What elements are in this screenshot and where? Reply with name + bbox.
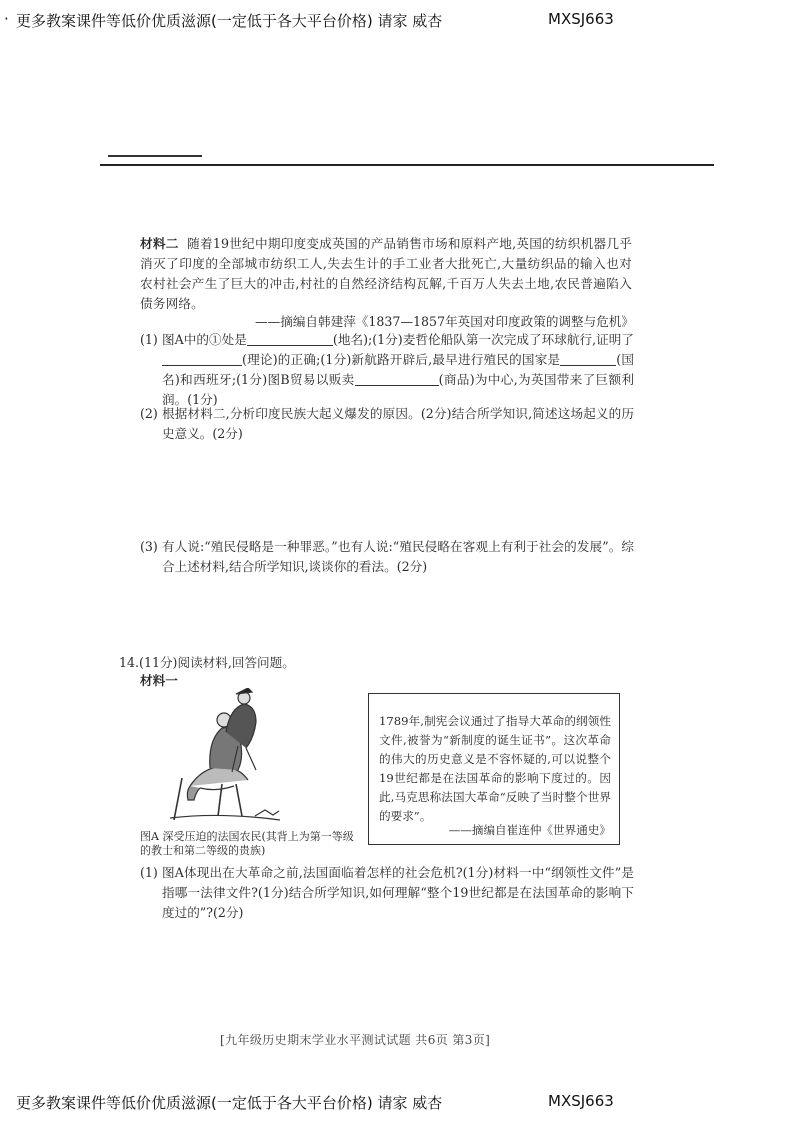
quote-source: ——摘编自崔连仲《世界通史》 xyxy=(448,823,611,837)
answer-blank-goods[interactable] xyxy=(355,371,439,386)
peasant-burden-illustration xyxy=(160,688,310,828)
material-1-label: 材料一 xyxy=(140,673,178,688)
q1-part-4: (国名)和西班牙;(1分)图B贸易以贩卖 xyxy=(162,352,634,387)
banner-dot: · xyxy=(4,10,9,28)
scan-rule-long xyxy=(100,164,714,166)
answer-blank-country[interactable] xyxy=(560,351,616,366)
question-14-heading: 14.(11分)阅读材料,回答问题。 xyxy=(119,655,295,670)
banner-text: 更多教案课件等低价优质滋源(一定低于各大平台价格) 请家 威杏 xyxy=(16,1094,443,1112)
question-13-2 xyxy=(140,404,634,444)
page-footer: [九年级历史期末学业水平测试试题 共6页 第3页] xyxy=(220,1033,491,1047)
question-text: 有人说:“殖民侵略是一种罪恶。”也有人说:“殖民侵略在客观上有利于社会的发展”。综合上述材料,结合所学知识,谈谈你的看法。(2分) xyxy=(162,539,634,574)
watermark-banner-bottom xyxy=(0,1092,794,1118)
question-13-1 xyxy=(140,330,634,410)
banner-code: MXSJ663 xyxy=(548,1092,614,1110)
q1-part-5: (商品)为中心,为英国带来了巨额利润。(1分) xyxy=(162,372,634,407)
question-number: (2) xyxy=(140,406,158,421)
question-14-1 xyxy=(140,863,634,923)
banner-text: 更多教案课件等低价优质滋源(一定低于各大平台价格) 请家 威杏 xyxy=(16,12,443,30)
material-1-quote-box xyxy=(368,693,620,845)
figure-a-caption: 图A 深受压迫的法国农民(其背上为第一等级的教士和第二等级的贵族) xyxy=(140,830,354,857)
question-number: (1) xyxy=(140,865,158,880)
question-number: (1) xyxy=(140,332,158,347)
q1-part-2: (地名);(1分)麦哲伦船队第一次完成了环球航行,证明了 xyxy=(332,332,634,347)
answer-blank-place[interactable] xyxy=(247,331,333,346)
q1-part-1: 图A中的①处是 xyxy=(162,332,247,347)
question-text: 根据材料二,分析印度民族大起义爆发的原因。(2分)结合所学知识,简述这场起义的历史意义。(2分) xyxy=(162,406,634,441)
material-2-label: 材料二 xyxy=(140,236,179,251)
material-2-source: ——摘编自韩建萍《1837—1857年英国对印度政策的调整与危机》 xyxy=(255,314,634,329)
banner-code: MXSJ663 xyxy=(548,10,614,28)
watermark-banner-top xyxy=(0,10,794,36)
quote-text: 1789年,制宪会议通过了指导大革命的纲领性文件,被誉为“新制度的诞生证书”。这次革命的伟大的历史意义是不容怀疑的,可以说整个19世纪都是在法国革命的影响下度过的。因此,马克思称法国大革命“反映了当时整个世界的要求”。 xyxy=(379,714,611,823)
material-2-paragraph xyxy=(140,234,632,314)
material-2-text: 随着19世纪中期印度变成英国的产品销售市场和原料产地,英国的纺织机器几乎消灭了印度的全部城市纺织工人,失去生计的手工业者大批死亡,大量纺织品的输入也对农村社会产生了巨大的冲击,村社的自然经济结构瓦解,千百万人失去土地,农民普遍陷入债务网络。 xyxy=(140,236,632,311)
question-text: 图A体现出在大革命之前,法国面临着怎样的社会危机?(1分)材料一中“纲领性文件”是指哪一法律文件?(1分)结合所学知识,如何理解“整个19世纪都是在法国革命的影响下度过的”?(2分) xyxy=(162,865,634,920)
q1-part-3: (理论)的正确;(1分)新航路开辟后,最早进行殖民的国家是 xyxy=(242,352,561,367)
scan-rule-short xyxy=(108,155,202,157)
answer-blank-theory[interactable] xyxy=(162,351,242,366)
question-number: (3) xyxy=(140,539,158,554)
question-13-3 xyxy=(140,537,634,577)
